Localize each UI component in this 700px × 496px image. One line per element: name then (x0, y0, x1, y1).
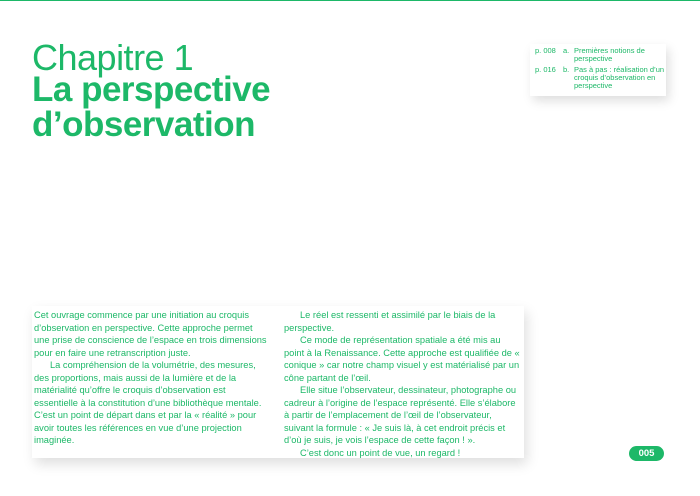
paragraph: Elle situe l’observateur, dessinateur, photographe ou cadreur à l’origine de l’espace représenté. Elle s’élabore à partir de l’emplacement de l’œil de l’observateur, suivant la formule : « Je suis là, à cet endroit précis et d’où je suis, je vois l’espace de cette façon ! ». (284, 385, 517, 445)
paragraph: C’est donc un point de vue, un regard ! (300, 447, 461, 458)
toc-page-number: p. 016 (535, 65, 556, 74)
paragraph: Le réel est ressenti et assimilé par le biais de la perspective. (284, 310, 496, 333)
paragraph: Cet ouvrage commence par une initiation au croquis d’observation en perspective. Cette approche permet une prise de conscience de l’espace en trois dimensions pour en faire une retranscription juste. (34, 310, 267, 358)
table-of-contents (530, 44, 666, 96)
toc-page-number: p. 008 (535, 46, 556, 55)
top-rule (0, 0, 700, 1)
toc-title: Pas à pas : réalisation d’un croquis d’observation en perspective (574, 65, 665, 90)
toc-letter: a. (563, 46, 570, 55)
paragraph: Ce mode de représentation spatiale a été mis au point à la Renaissance. Cette approche est qualifiée de « conique » car notre champ visuel y est matérialisé par un cône partant de l’œil. (284, 335, 520, 383)
paragraph: La compréhension de la volumétrie, des mesures, des proportions, mais aussi de la lumière et de la matérialité qu’offre le croquis d’observation est essentielle à la constitution d’une bibliothèque mentale. C’est un point de départ dans et par la « réalité » pour avoir toutes les références en vue d’une projection imaginée. (34, 360, 262, 445)
text-column-right (284, 309, 522, 459)
chapter-number: Chapitre 1 (32, 37, 194, 78)
text-column-left (34, 309, 270, 447)
chapter-title: La perspective d’observation (32, 70, 271, 144)
page-number-badge: 005 (629, 446, 664, 461)
body-text-box (32, 306, 524, 458)
toc-title: Premières notions de perspective (574, 46, 645, 63)
toc-letter: b. (563, 65, 570, 74)
